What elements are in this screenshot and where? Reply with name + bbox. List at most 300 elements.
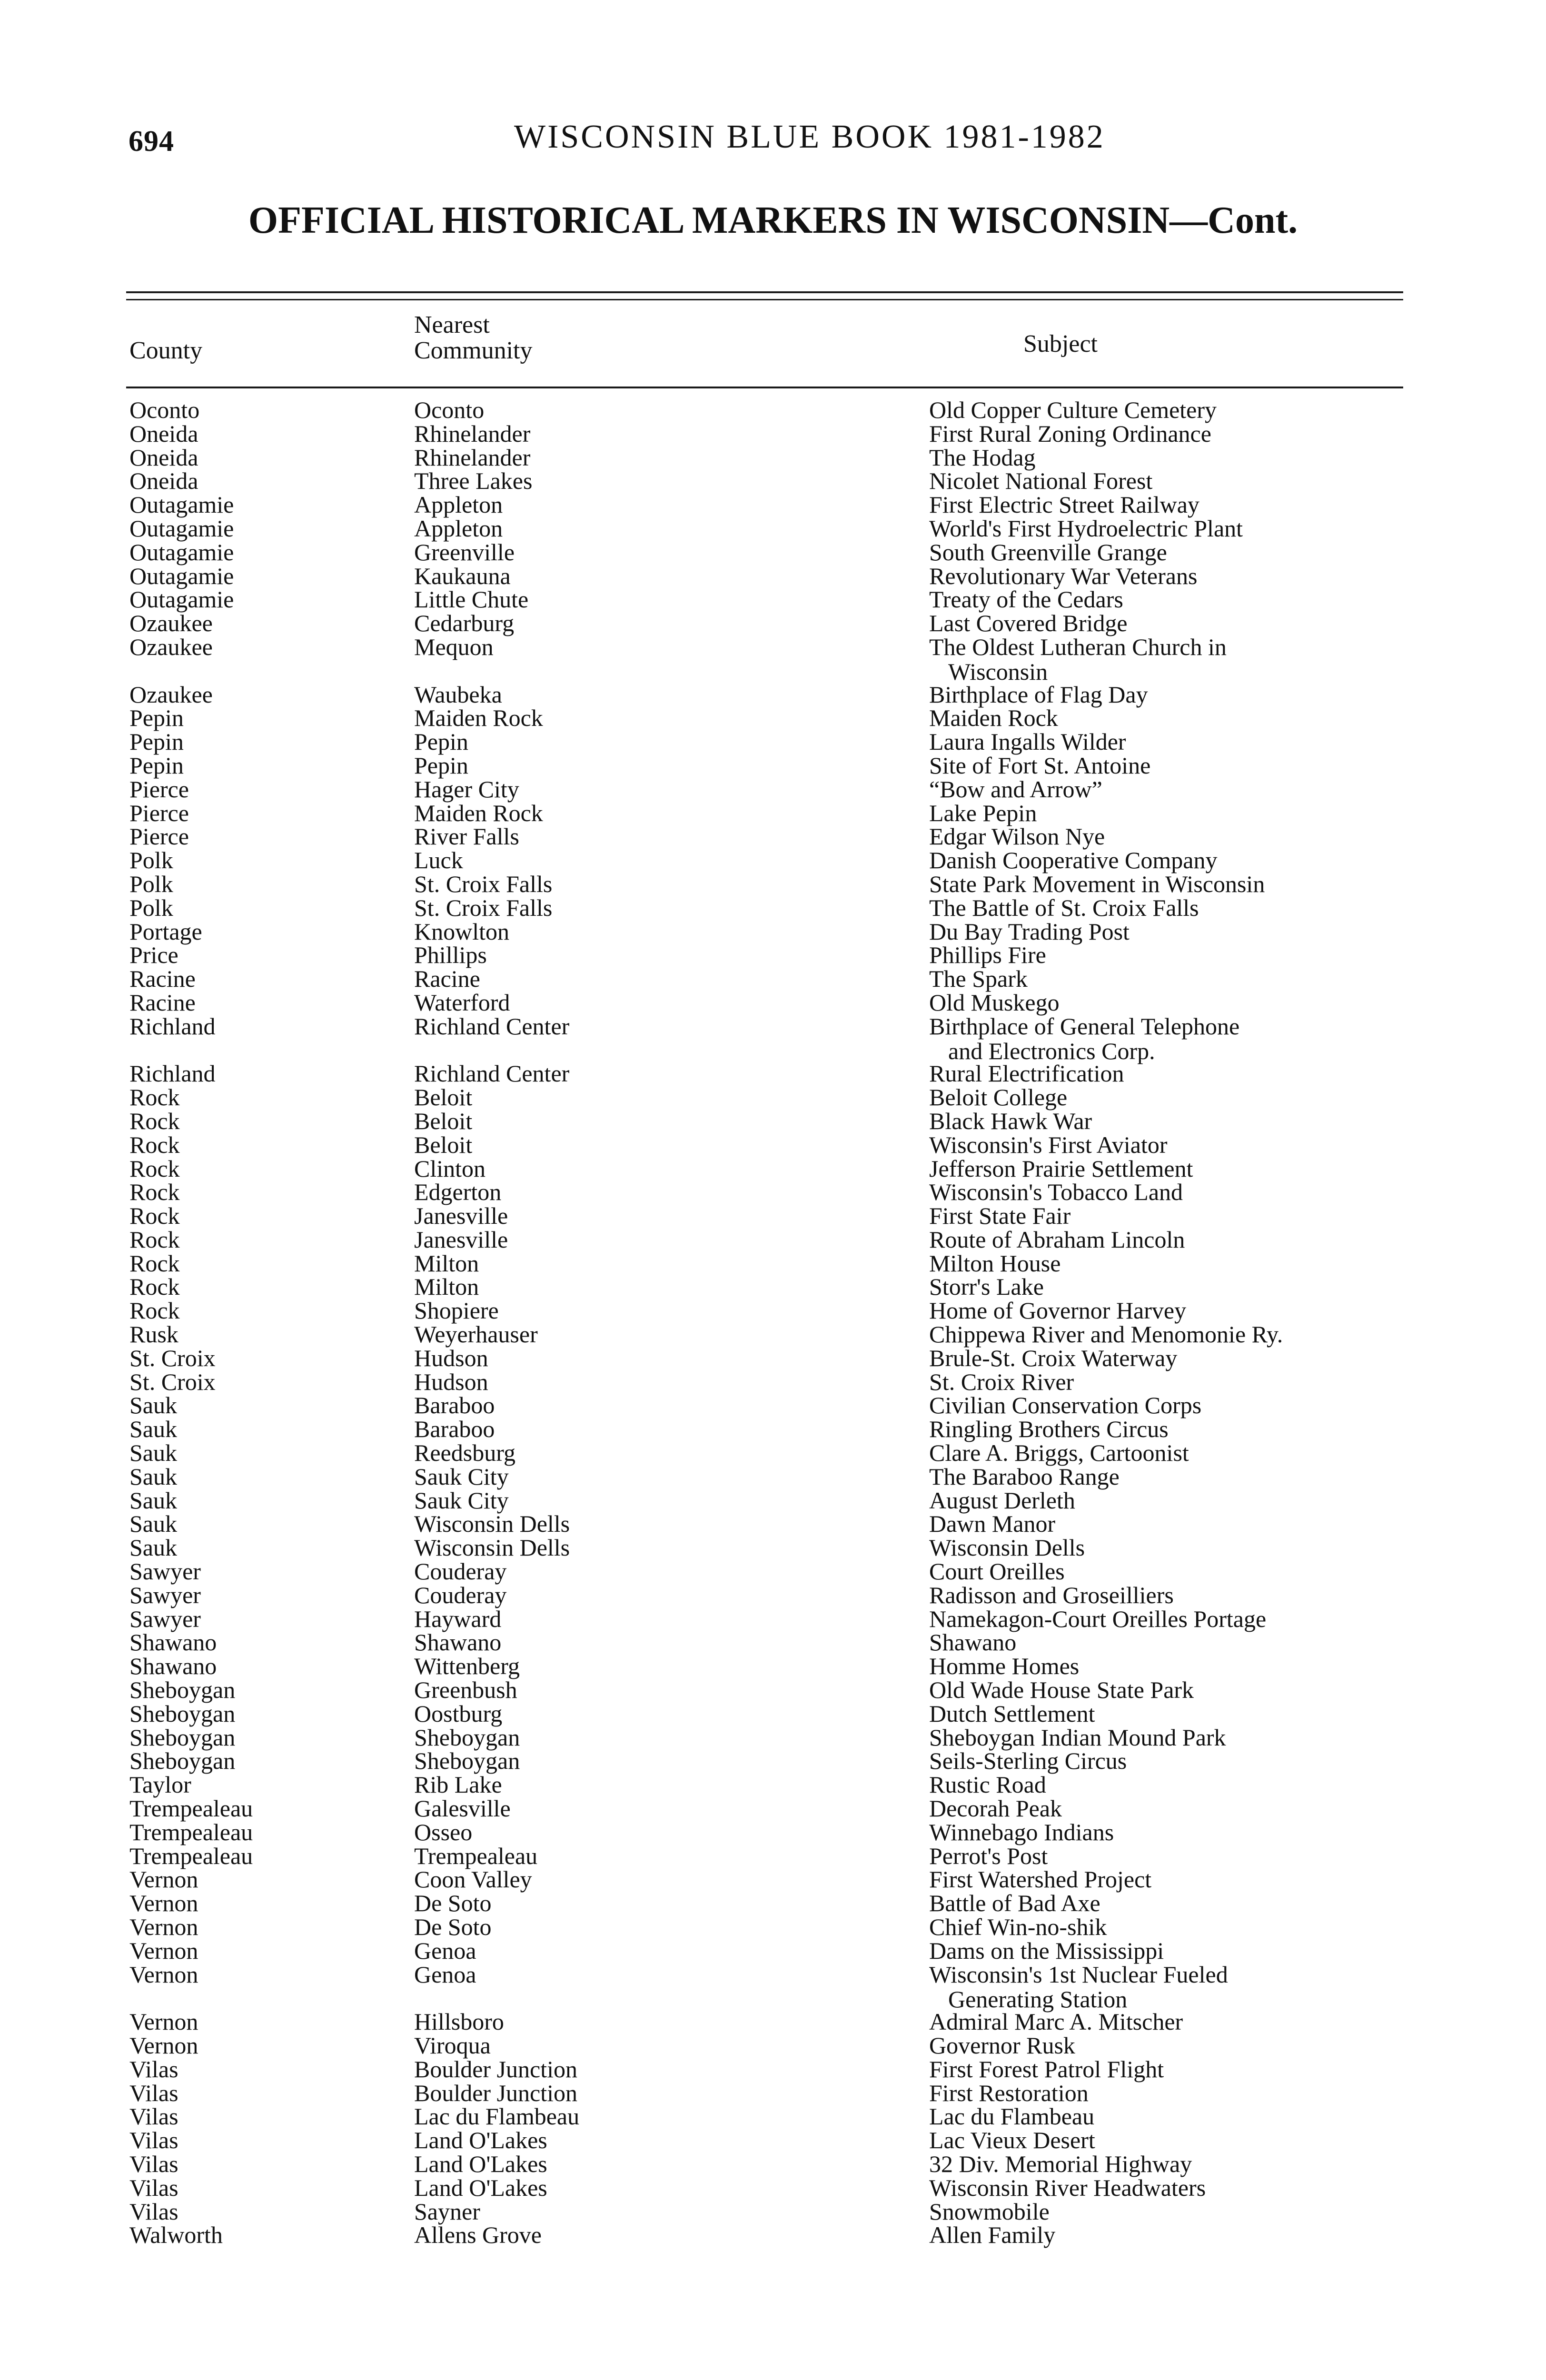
- community-cell: Genoa: [414, 1937, 476, 1964]
- county-cell: Outagamie: [129, 515, 234, 542]
- subject-cell: [929, 635, 1227, 684]
- subject-cell: [929, 1820, 1114, 1844]
- table-row: [0, 777, 1546, 801]
- community-cell: Boulder Junction: [414, 2079, 578, 2106]
- community-cell: Baraboo: [414, 1416, 495, 1443]
- subject-text: Black Hawk War: [929, 1107, 1092, 1134]
- subject-text: South Greenville Grange: [929, 538, 1167, 565]
- subject-text: Allen Family: [929, 2221, 1056, 2249]
- subject-text: Admiral Marc A. Mitscher: [929, 2008, 1183, 2035]
- table-row: [0, 2033, 1546, 2057]
- subject-cell: [929, 1322, 1283, 1347]
- community-cell: Reedsburg: [414, 1439, 515, 1467]
- table-row: [0, 445, 1546, 469]
- county-cell: Portage: [129, 918, 202, 945]
- table-row: [0, 1606, 1546, 1630]
- community-cell: Sheboygan: [414, 1747, 520, 1775]
- table-row: [0, 1820, 1546, 1844]
- table-row: [0, 1085, 1546, 1109]
- community-cell: Appleton: [414, 491, 503, 518]
- community-cell: Galesville: [414, 1795, 511, 1822]
- subject-cell: [929, 516, 1243, 541]
- county-cell: Trempealeau: [129, 1818, 253, 1845]
- table-row: [0, 895, 1546, 919]
- subject-cell: [929, 1938, 1164, 1963]
- table-row: [0, 1322, 1546, 1346]
- table-row: [0, 1701, 1546, 1725]
- table-row: [0, 990, 1546, 1014]
- county-cell: Rock: [129, 1131, 180, 1158]
- county-cell: Sawyer: [129, 1605, 201, 1632]
- subject-text: The Hodag: [929, 444, 1036, 471]
- subject-cell: [929, 1251, 1060, 1276]
- county-cell: Rock: [129, 1250, 180, 1277]
- subject-cell: [929, 1796, 1062, 1821]
- subject-text: Lac Vieux Desert: [929, 2127, 1095, 2154]
- subject-text: Rustic Road: [929, 1771, 1046, 1798]
- subject-text: Old Wade House State Park: [929, 1676, 1194, 1704]
- subject-text: Lac du Flambeau: [929, 2103, 1095, 2130]
- county-cell: Sawyer: [129, 1558, 201, 1585]
- table-title: OFFICIAL HISTORICAL MARKERS IN WISCONSIN—Cont.: [248, 199, 1298, 241]
- community-cell: Maiden Rock: [414, 704, 543, 732]
- community-cell: Shawano: [414, 1629, 502, 1656]
- subject-cell: [929, 1748, 1127, 1773]
- top-rule: [126, 291, 1403, 293]
- subject-continuation: and Electronics Corp.: [948, 1037, 1155, 1064]
- county-cell: St. Croix: [129, 1368, 216, 1395]
- subject-text: Homme Homes: [929, 1653, 1080, 1680]
- county-cell: Vernon: [129, 2008, 198, 2035]
- community-cell: Wisconsin Dells: [414, 1534, 570, 1561]
- community-cell: Oconto: [414, 397, 485, 423]
- community-cell: Beloit: [414, 1084, 473, 1111]
- subject-cell: [929, 2081, 1089, 2105]
- subject-text: Chippewa River and Menomonie Ry.: [929, 1321, 1283, 1348]
- subject-cell: [929, 1346, 1177, 1370]
- community-cell: Land O'Lakes: [414, 2150, 547, 2177]
- table-row: [0, 1961, 1546, 2013]
- subject-text: Decorah Peak: [929, 1795, 1062, 1822]
- community-cell: Kaukauna: [414, 562, 511, 589]
- table-row: [0, 704, 1546, 732]
- subject-cell: [929, 729, 1126, 754]
- county-cell: Ozaukee: [129, 633, 213, 660]
- subject-text: Birthplace of Flag Day: [929, 681, 1148, 708]
- table-row: [0, 942, 1546, 969]
- table-row: [0, 421, 1546, 445]
- subject-text: Lake Pepin: [929, 799, 1037, 826]
- subject-text: First Rural Zoning Ordinance: [929, 420, 1211, 447]
- community-cell: Coon Valley: [414, 1866, 532, 1893]
- community-cell: Hayward: [414, 1605, 502, 1632]
- county-cell: Rock: [129, 1155, 180, 1182]
- table-row: [0, 2199, 1546, 2223]
- county-cell: Pepin: [129, 728, 184, 755]
- subject-cell: [929, 1559, 1065, 1584]
- table-row: [0, 1298, 1546, 1322]
- county-cell: Rock: [129, 1297, 180, 1324]
- table-row: [0, 1227, 1546, 1251]
- community-cell: Pepin: [414, 728, 468, 755]
- table-row: [0, 919, 1546, 943]
- community-cell: Cedarburg: [414, 610, 515, 637]
- community-cell: Baraboo: [414, 1392, 495, 1419]
- subject-text: Perrot's Post: [929, 1842, 1048, 1869]
- table-row: [0, 1725, 1546, 1749]
- subject-text: First Electric Street Railway: [929, 491, 1199, 518]
- table-row: [0, 540, 1546, 564]
- county-cell: Vilas: [129, 2198, 178, 2225]
- table-row: [0, 1061, 1546, 1085]
- subject-text: Site of Fort St. Antoine: [929, 752, 1151, 779]
- subject-text: First Watershed Project: [929, 1866, 1152, 1893]
- table-row: [0, 1488, 1546, 1512]
- community-cell: Racine: [414, 965, 480, 992]
- county-cell: Sauk: [129, 1510, 177, 1537]
- subject-cell: [929, 1132, 1168, 1157]
- subject-cell: [929, 1772, 1046, 1797]
- subject-text: Ringling Brothers Circus: [929, 1416, 1169, 1443]
- county-cell: Vilas: [129, 2055, 178, 2082]
- subject-text: 32 Div. Memorial Highway: [929, 2150, 1192, 2177]
- county-cell: Vilas: [129, 2127, 178, 2154]
- community-cell: Allens Grove: [414, 2221, 542, 2249]
- community-cell: Janesville: [414, 1202, 508, 1230]
- subject-text: Milton House: [929, 1250, 1061, 1277]
- county-cell: Price: [129, 942, 178, 969]
- subject-text: Laura Ingalls Wilder: [929, 728, 1126, 755]
- community-cell: St. Croix Falls: [414, 894, 553, 921]
- county-cell: Rock: [129, 1084, 180, 1111]
- subject-text: State Park Movement in Wisconsin: [929, 870, 1265, 897]
- subject-text: The Spark: [929, 965, 1028, 992]
- table-row: [0, 2081, 1546, 2104]
- table-row: [0, 1796, 1546, 1820]
- subject-cell: [929, 919, 1130, 944]
- community-cell: Three Lakes: [414, 467, 533, 495]
- county-cell: Rock: [129, 1226, 180, 1253]
- subject-cell: [929, 682, 1148, 707]
- community-cell: Viroqua: [414, 2032, 491, 2059]
- table-row: [0, 1132, 1546, 1156]
- subject-cell: [929, 1583, 1174, 1607]
- county-cell: Polk: [129, 894, 173, 921]
- community-cell: Land O'Lakes: [414, 2174, 547, 2201]
- subject-cell: [929, 492, 1199, 517]
- table-row: [0, 824, 1546, 848]
- subject-text: Dams on the Mississippi: [929, 1937, 1164, 1964]
- county-cell: Oneida: [129, 467, 198, 495]
- subject-cell: [929, 1180, 1183, 1204]
- county-cell: Pierce: [129, 775, 189, 803]
- subject-cell: [929, 2152, 1192, 2176]
- county-cell: Sauk: [129, 1463, 177, 1490]
- subject-cell: [929, 611, 1128, 635]
- county-cell: Vilas: [129, 2103, 178, 2130]
- county-cell: Polk: [129, 870, 173, 897]
- table-row: [0, 633, 1546, 685]
- table-row: [0, 2152, 1546, 2175]
- county-cell: Vernon: [129, 2032, 198, 2059]
- table-row: [0, 872, 1546, 895]
- county-cell: Pierce: [129, 823, 189, 850]
- county-cell: Richland: [129, 1060, 216, 1087]
- subject-cell: [929, 872, 1265, 896]
- community-cell: Oostburg: [414, 1700, 503, 1727]
- subject-cell: [929, 990, 1060, 1015]
- county-cell: Rock: [129, 1107, 180, 1134]
- table-row: [0, 1179, 1546, 1206]
- subject-cell: [929, 397, 1217, 422]
- community-cell: Greenville: [414, 538, 515, 565]
- county-cell: Richland: [129, 1012, 216, 1040]
- subject-text: Danish Cooperative Company: [929, 847, 1218, 874]
- subject-cell: [929, 540, 1167, 565]
- subject-text: Wisconsin's Tobacco Land: [929, 1179, 1183, 1206]
- county-cell: Ozaukee: [129, 610, 213, 637]
- table-row: [0, 1535, 1546, 1559]
- subject-text: Wisconsin River Headwaters: [929, 2174, 1206, 2201]
- community-cell: Genoa: [414, 1961, 476, 1988]
- county-cell: Sauk: [129, 1392, 177, 1419]
- table-row: [0, 2221, 1546, 2249]
- subject-cell: [929, 1488, 1075, 1513]
- table-row: [0, 2128, 1546, 2152]
- subject-text: Wisconsin's 1st Nuclear Fueled: [929, 1961, 1228, 1988]
- subject-cell: [929, 1630, 1016, 1655]
- county-cell: Sawyer: [129, 1581, 201, 1608]
- subject-cell: [929, 2033, 1075, 2058]
- community-cell: Sauk City: [414, 1463, 509, 1490]
- table-row: [0, 1630, 1546, 1654]
- community-cell: Edgerton: [414, 1179, 502, 1206]
- subject-text: The Baraboo Range: [929, 1463, 1120, 1490]
- table-row: [0, 1938, 1546, 1962]
- subject-text: Chief Win-no-shik: [929, 1914, 1107, 1940]
- table-row: [0, 1439, 1546, 1467]
- subject-cell: [929, 1417, 1169, 1441]
- subject-text: Revolutionary War Veterans: [929, 562, 1198, 589]
- community-cell: Land O'Lakes: [414, 2127, 547, 2154]
- subject-text: Maiden Rock: [929, 704, 1058, 732]
- community-cell: Beloit: [414, 1107, 473, 1134]
- community-cell: Rhinelander: [414, 420, 531, 447]
- subject-text: Dutch Settlement: [929, 1700, 1095, 1727]
- community-cell: Lac du Flambeau: [414, 2103, 580, 2130]
- subject-cell: [929, 2199, 1050, 2224]
- community-cell: Osseo: [414, 1818, 473, 1845]
- subject-cell: [929, 1227, 1185, 1252]
- community-cell: Knowlton: [414, 918, 509, 945]
- county-cell: Outagamie: [129, 538, 234, 565]
- table-row: [0, 1274, 1546, 1298]
- county-cell: Vernon: [129, 1914, 198, 1940]
- subject-text: Seils-Sterling Circus: [929, 1747, 1127, 1775]
- county-cell: Sheboygan: [129, 1676, 236, 1704]
- subject-text: Phillips Fire: [929, 942, 1046, 969]
- subject-text: Jefferson Prairie Settlement: [929, 1155, 1193, 1182]
- table-row: [0, 516, 1546, 540]
- county-cell: Trempealeau: [129, 1842, 253, 1869]
- subject-text: Old Copper Culture Cemetery: [929, 397, 1217, 423]
- table-row: [0, 1676, 1546, 1704]
- subject-text: Storr's Lake: [929, 1273, 1044, 1300]
- table-row: [0, 2057, 1546, 2081]
- subject-text: Radisson and Groseilliers: [929, 1581, 1174, 1608]
- table-row: [0, 1844, 1546, 1867]
- community-cell: Appleton: [414, 515, 503, 542]
- community-cell: Phillips: [414, 942, 487, 969]
- community-cell: Trempealeau: [414, 1842, 538, 1869]
- column-header-community-line1: Nearest: [414, 311, 490, 338]
- community-cell: Maiden Rock: [414, 799, 543, 826]
- subject-text: Route of Abraham Lincoln: [929, 1226, 1185, 1253]
- column-header-county: County: [129, 337, 203, 364]
- community-cell: St. Croix Falls: [414, 870, 553, 897]
- markers-table-body: [0, 397, 1546, 2249]
- subject-text: Nicolet National Forest: [929, 467, 1153, 495]
- table-row: [0, 492, 1546, 516]
- subject-cell: [929, 848, 1217, 873]
- subject-text: Clare A. Briggs, Cartoonist: [929, 1439, 1189, 1467]
- community-cell: Rhinelander: [414, 444, 531, 471]
- subject-cell: [929, 1061, 1124, 1086]
- top-rule-thin: [126, 299, 1403, 300]
- subject-text: Beloit College: [929, 1084, 1068, 1111]
- table-row: [0, 1559, 1546, 1583]
- table-row: [0, 1511, 1546, 1535]
- table-row: [0, 801, 1546, 824]
- table-row: [0, 848, 1546, 872]
- community-cell: Richland Center: [414, 1012, 570, 1040]
- table-row: [0, 564, 1546, 587]
- community-cell: Wisconsin Dells: [414, 1510, 570, 1537]
- table-row: [0, 682, 1546, 706]
- subject-cell: [929, 421, 1211, 446]
- subject-text: Court Oreilles: [929, 1558, 1065, 1585]
- county-cell: Taylor: [129, 1771, 191, 1798]
- subject-cell: [929, 1677, 1194, 1702]
- subject-text: Du Bay Trading Post: [929, 918, 1130, 945]
- table-row: [0, 729, 1546, 753]
- page-number: 694: [129, 125, 174, 158]
- community-cell: Boulder Junction: [414, 2055, 578, 2082]
- county-cell: Pierce: [129, 799, 189, 826]
- community-cell: Waubeka: [414, 681, 502, 708]
- running-title: WISCONSIN BLUE BOOK 1981-1982: [514, 119, 1105, 155]
- subject-text: Home of Governor Harvey: [929, 1297, 1187, 1324]
- county-cell: Sheboygan: [129, 1700, 236, 1727]
- subject-text: Birthplace of General Telephone: [929, 1012, 1240, 1040]
- community-cell: Hudson: [414, 1368, 488, 1395]
- subject-text: St. Croix River: [929, 1368, 1074, 1395]
- table-row: [0, 397, 1546, 421]
- table-row: [0, 1346, 1546, 1369]
- county-cell: Sauk: [129, 1487, 177, 1514]
- county-cell: Pepin: [129, 704, 184, 732]
- county-cell: Vernon: [129, 1866, 198, 1893]
- community-cell: Luck: [414, 847, 463, 874]
- table-row: [0, 2104, 1546, 2128]
- subject-cell: [929, 2057, 1164, 2082]
- subject-cell: [929, 1535, 1085, 1560]
- subject-cell: [929, 564, 1197, 588]
- column-header-subject: Subject: [1023, 330, 1098, 357]
- subject-text: Sheboygan Indian Mound Park: [929, 1724, 1226, 1751]
- subject-cell: [929, 801, 1037, 825]
- community-cell: Sauk City: [414, 1487, 509, 1514]
- county-cell: Vernon: [129, 1937, 198, 1964]
- subject-cell: [929, 1085, 1067, 1110]
- community-cell: River Falls: [414, 823, 519, 850]
- table-row: [0, 1369, 1546, 1393]
- community-cell: Beloit: [414, 1131, 473, 1158]
- community-cell: Hager City: [414, 775, 519, 803]
- subject-cell: [929, 1606, 1266, 1631]
- subject-text: August Derleth: [929, 1487, 1075, 1514]
- subject-text: First State Fair: [929, 1202, 1071, 1230]
- table-row: [0, 1914, 1546, 1938]
- table-row: [0, 2175, 1546, 2199]
- subject-cell: [929, 1844, 1048, 1868]
- community-cell: Little Chute: [414, 586, 529, 613]
- county-cell: Sheboygan: [129, 1747, 236, 1775]
- county-cell: Oneida: [129, 420, 198, 447]
- county-cell: Trempealeau: [129, 1795, 253, 1822]
- county-cell: Polk: [129, 847, 173, 874]
- county-cell: Vilas: [129, 2174, 178, 2201]
- community-cell: Sayner: [414, 2198, 480, 2225]
- county-cell: Rock: [129, 1179, 180, 1206]
- table-row: [0, 753, 1546, 777]
- subject-cell: [929, 2175, 1206, 2200]
- community-cell: Greenbush: [414, 1676, 517, 1704]
- subject-cell: [929, 468, 1152, 493]
- community-cell: Shopiere: [414, 1297, 499, 1324]
- table-row: [0, 1464, 1546, 1488]
- subject-text: Last Covered Bridge: [929, 610, 1128, 637]
- subject-cell: [929, 1109, 1092, 1133]
- community-cell: Couderay: [414, 1581, 507, 1608]
- subject-cell: [929, 895, 1199, 920]
- subject-cell: [929, 1298, 1186, 1323]
- table-row: [0, 1890, 1546, 1917]
- table-row: [0, 1393, 1546, 1417]
- county-cell: Sauk: [129, 1534, 177, 1561]
- table-row: [0, 2009, 1546, 2033]
- subject-text: First Restoration: [929, 2079, 1089, 2106]
- subject-text: Namekagon-Court Oreilles Portage: [929, 1605, 1267, 1632]
- community-cell: Pepin: [414, 752, 468, 779]
- community-cell: Sheboygan: [414, 1724, 520, 1751]
- subject-text: Brule-St. Croix Waterway: [929, 1344, 1178, 1371]
- subject-continuation: Wisconsin: [948, 658, 1048, 685]
- community-cell: Wittenberg: [414, 1653, 520, 1680]
- column-header-community-line2: Community: [414, 337, 533, 364]
- county-cell: Rusk: [129, 1321, 178, 1348]
- community-cell: Couderay: [414, 1558, 507, 1585]
- subject-text: Snowmobile: [929, 2198, 1050, 2225]
- subject-cell: [929, 1203, 1070, 1228]
- county-cell: Vernon: [129, 1961, 198, 1988]
- subject-cell: [929, 1464, 1120, 1489]
- subject-text: The Battle of St. Croix Falls: [929, 894, 1199, 921]
- subject-cell: [929, 587, 1123, 612]
- county-cell: Sauk: [129, 1416, 177, 1443]
- table-row: [0, 1202, 1546, 1230]
- table-row: [0, 1747, 1546, 1775]
